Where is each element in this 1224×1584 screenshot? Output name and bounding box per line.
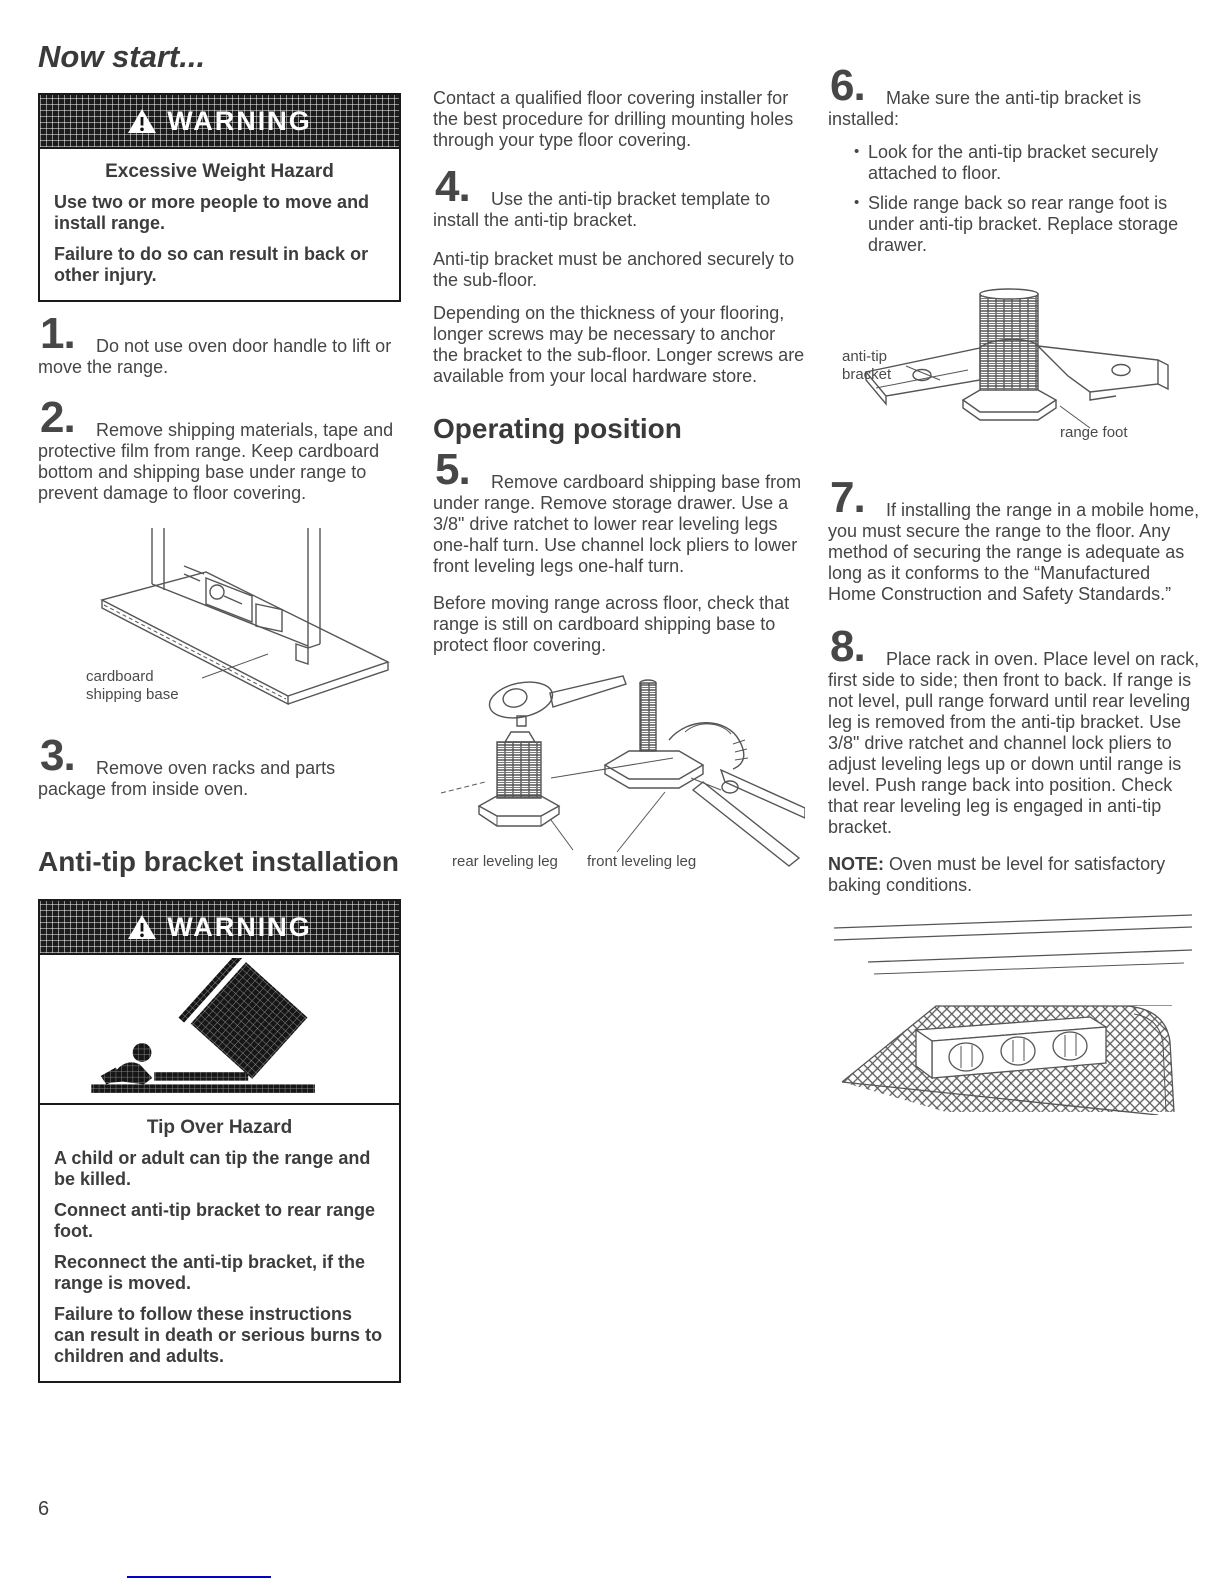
body-paragraph: Before moving range across floor, check that range is still on cardboard shipping base to protect floor covering. [433,593,790,655]
note-label: NOTE: [828,854,884,874]
range-tipping-illustration [65,958,375,1100]
step-text: Remove cardboard shipping base from under range. Remove storage drawer. Use a 3/8" drive ratchet to lower rear leveling legs one-half turn. Use channel lock pliers to lower front leveling legs one-half turn. [433,472,802,576]
step-number: 1. [40,309,75,358]
warning-box-excessive-weight [38,93,401,302]
step-6-bullets [854,142,1200,256]
warning-line: A child or adult can tip the range and be killed. [54,1148,371,1189]
step-number: 7. [830,473,865,522]
warning-word: WARNING [167,105,312,136]
body-paragraph: Anti-tip bracket must be anchored securely to the sub-floor. [433,249,795,290]
step-number: 5. [435,445,470,494]
section-heading-operating-position: Operating position [433,413,682,444]
warning-word: WARNING [167,911,312,942]
right-column [828,61,1200,1115]
step-6 [828,61,1200,130]
note-paragraph [828,854,1200,896]
level-on-rack-figure [828,910,1200,1115]
step-1 [38,309,401,378]
leveling-legs-figure [433,670,805,880]
middle-column [433,88,805,880]
step-text: If installing the range in a mobile home, you must secure the range to the floor. Any method of securing the range is adequate as long as it conforms to the “Manufactured Home Construction and Safety Standards.” [828,500,1200,604]
body-paragraph: Depending on the thickness of your flooring, longer screws may be necessary to anchor the bracket to the sub-floor. Longer screws are available from your local hardware store. [433,303,805,386]
hazard-title: Tip Over Hazard [146,1117,293,1138]
step-text: Remove shipping materials, tape and protective film from range. Keep cardboard bottom and shipping base under range to prevent damage to floor covering. [38,420,394,503]
figure-label: rear leveling leg [452,853,558,870]
tip-over-pictogram [40,955,399,1105]
warning-line: Failure to do so can result in back or other injury. [54,244,369,285]
warning-line: Use two or more people to move and install range. [54,192,370,233]
step-number: 6. [830,61,865,110]
step-text: Do not use oven door handle to lift or move the range. [38,336,392,377]
step-number: 3. [40,731,75,780]
step-4 [433,162,805,231]
note-text: Oven must be level for satisfactory baking conditions. [828,854,1166,895]
warning-body [40,149,399,300]
step-text: Use the anti-tip bracket template to install the anti-tip bracket. [433,189,771,230]
step-number: 4. [435,162,470,211]
warning-line: Failure to follow these instructions can result in death or serious burns to children and adults. [54,1304,383,1366]
body-paragraph: Contact a qualified floor covering installer for the best procedure for drilling mounting holes through your type floor covering. [433,88,794,150]
left-column [38,40,401,1383]
level-on-rack-illustration [828,910,1198,1115]
warning-box-tip-over [38,899,401,1383]
figure-label: range foot [1060,424,1128,441]
bullet-item: • Slide range back so rear range foot is under anti-tip bracket. Replace storage drawer. [854,193,1200,256]
warning-triangle-icon [127,914,157,940]
warning-triangle-icon [127,108,157,134]
step-number: 2. [40,393,75,442]
hazard-title: Excessive Weight Hazard [105,161,334,182]
step-text: Place rack in oven. Place level on rack, first side to side; then front to back. If range is not level, pull range forward until rear leveling leg is removed from the anti-tip bracket. Use 3/8" drive ratchet and channel lock pliers to adjust leveling legs up or down until range is level. Push range back into position. Check that rear leveling leg is engaged in anti-tip bracket. [828,649,1200,837]
step-5 [433,445,805,577]
leveling-legs-illustration [433,670,805,875]
step-text: Make sure the anti-tip bracket is installed: [828,88,1142,129]
anti-tip-bracket-figure [828,286,1200,466]
footer-link-line[interactable] [127,1576,271,1578]
page-title: Now start... [38,39,206,74]
bullet-item: • Look for the anti-tip bracket securely attached to floor. [854,142,1200,184]
step-8 [828,622,1200,838]
page-number: 6 [38,1498,50,1520]
figure-label: front leveling leg [587,853,697,870]
step-3 [38,731,401,800]
step-text: Remove oven racks and parts package from inside oven. [38,758,336,799]
section-heading-anti-tip: Anti-tip bracket installation [38,846,399,877]
warning-line: Connect anti-tip bracket to rear range foot. [54,1200,376,1241]
warning-body [40,1105,399,1381]
step-7 [828,473,1200,605]
warning-header [40,901,399,955]
warning-header [40,95,399,149]
figure-label: anti-tip bracket [842,348,892,383]
step-number: 8. [830,622,865,671]
step-2 [38,393,401,504]
figure-label: cardboard shipping base [86,668,179,703]
warning-line: Reconnect the anti-tip bracket, if the range is moved. [54,1252,366,1293]
shipping-base-figure [56,526,396,726]
